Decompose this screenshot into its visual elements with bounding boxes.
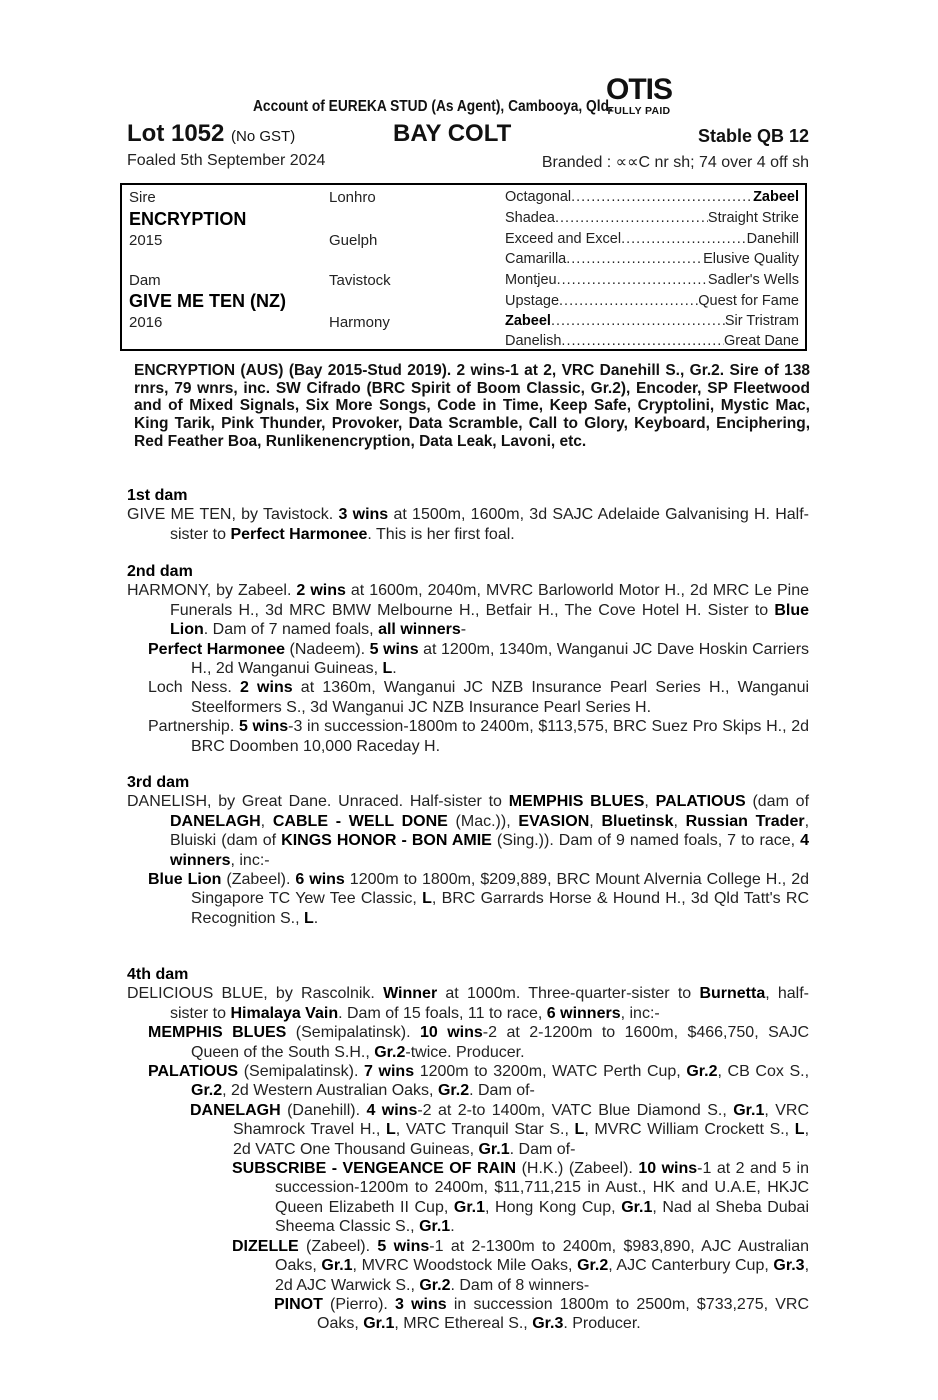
gen3-right: Great Dane — [724, 333, 799, 349]
leader-dots — [561, 333, 724, 349]
gen3-right: Quest for Fame — [698, 293, 799, 309]
gen3-left: Shadea — [505, 210, 555, 226]
gen3-left: Exceed and Excel — [505, 231, 622, 247]
progeny-paragraph: Perfect Harmonee (Nadeem). 5 wins at 1200m, 1340m, Wanganui JC Dave Hoskin Carriers H., 2d Wanganui Guineas, L. — [148, 640, 810, 678]
leader-dots — [559, 293, 698, 309]
pedigree-gen3-row — [505, 333, 799, 349]
sire-summary: ENCRYPTION (AUS) (Bay 2015-Stud 2019). 2 wins-1 at 2, VRC Danehill S., Gr.2. Sire of 138 rnrs, 79 wnrs, inc. SW Cifrado (BRC Spirit of Boom Classic, Gr.2), Encoder, SP Fleetwood and of Mixed Signals, Six More Songs, Code in Time, Keep Safe, Cryptolini, Mystic Mac, King Tarik, Pink Thunder, Provoker, Data Scramble, Call to Glory, Keyboard, Enciphering, Red Feather Boa, Runlikenencryption, Data Leak, Lavoni, etc. — [134, 362, 810, 450]
progeny-paragraph: PINOT (Pierro). 3 wins in succession 1800m to 2500m, $733,275, VRC Oaks, Gr.1, MRC Ethereal S., Gr.3. Producer. — [274, 1295, 810, 1333]
dam-paragraph: DELICIOUS BLUE, by Rascolnik. Winner at 1000m. Three-quarter-sister to Burnetta, half-sister to Himalaya Vain. Dam of 15 foals, 11 to race, 6 winners, inc:- — [127, 985, 810, 1022]
dam-section-heading: 4th dam — [127, 966, 189, 983]
gen3-left: Montjeu — [505, 272, 557, 288]
gen3-left: Octagonal — [505, 189, 572, 205]
sire-year: 2015 — [129, 232, 163, 249]
pedigree-gen3-row — [505, 251, 799, 267]
gen3-left: Danelish — [505, 333, 562, 349]
dam-label: Dam — [129, 272, 161, 289]
progeny-paragraph: MEMPHIS BLUES (Semipalatinsk). 10 wins-2 at 2-1200m to 1600m, $466,750, SAJC Queen of the South S.H., Gr.2-twice. Producer. — [148, 1024, 809, 1061]
dam-year: 2016 — [129, 314, 163, 331]
lot-label: Lot 1052 — [127, 120, 225, 147]
pedigree-gen3-row — [505, 210, 799, 226]
gst-note: (No GST) — [231, 128, 296, 145]
lot-title: BAY COLT — [393, 120, 512, 147]
gen3-right: Zabeel — [753, 189, 799, 205]
pedigree-gen3-row — [505, 293, 799, 309]
sire-dam: Guelph — [329, 232, 378, 249]
leader-dots — [621, 231, 747, 247]
gen3-left: Upstage — [505, 293, 560, 309]
lot-number — [127, 120, 295, 148]
sire-name: ENCRYPTION — [129, 209, 247, 229]
dam-section-heading: 1st dam — [127, 487, 188, 504]
otis-logo-word: OTIS — [605, 73, 672, 106]
leader-dots — [557, 272, 708, 288]
gen3-right: Elusive Quality — [703, 251, 799, 267]
dam-paragraph: HARMONY, by Zabeel. 2 wins at 1600m, 2040m, MVRC Barloworld Motor H., 2d MRC Le Pine Funerals H., 3d MRC BMW Melbourne H., Betfair H., The Cove Hotel H. Sister to Blue Lion. Dam of 7 named foals, all winners- — [127, 582, 810, 639]
gen3-right: Danehill — [746, 231, 799, 247]
leader-dots — [571, 189, 753, 205]
vendor-account: Account of EUREKA STUD (As Agent), Cambooya, Qld. — [253, 98, 613, 115]
gen3-left: Zabeel — [505, 313, 551, 329]
dam-section-4 — [127, 965, 809, 1334]
stable-location: Stable QB 12 — [697, 126, 809, 146]
dam-paragraph: GIVE ME TEN, by Tavistock. 3 wins at 1500m, 1600m, 3d SAJC Adelaide Galvanising H. Half-sister to Perfect Harmonee. This is her first foal. — [127, 506, 810, 543]
progeny-paragraph: SUBSCRIBE - VENGEANCE OF RAIN (H.K.) (Zabeel). 10 wins-1 at 2 and 5 in succession-1200m to 2400m, $11,711,215 in Aust., HK and U.A.E, HKJC Queen Elizabeth II Cup, Gr.1, Hong Kong Cup, Gr.1, Nad al Sheba Dubai Sheema Classic S., Gr.1. — [232, 1160, 809, 1236]
pedigree-gen3-row — [505, 272, 799, 288]
pedigree-gen3-row — [505, 313, 799, 329]
gen3-right: Sir Tristram — [724, 313, 799, 329]
dam-section-3 — [127, 773, 809, 928]
progeny-paragraph: DANELAGH (Danehill). 4 wins-2 at 2-to 1400m, VATC Blue Diamond S., Gr.1, VRC Shamrock Travel H., L, VATC Tranquil Star S., L, MVRC William Crockett S., L, 2d VATC One Thousand Guineas, Gr.1. Dam of- — [190, 1101, 810, 1158]
progeny-paragraph: Partnership. 5 wins-3 in succession-1800m to 2400m, $113,575, BRC Suez Pro Skips H., 2d BRC Doomben 10,000 Raceday H. — [148, 718, 810, 755]
progeny-paragraph: PALATIOUS (Semipalatinsk). 7 wins 1200m to 3200m, WATC Perth Cup, Gr.2, CB Cox S., Gr.2, 2d Western Australian Oaks, Gr.2. Dam of- — [148, 1063, 810, 1100]
gen3-left: Camarilla — [505, 251, 567, 267]
dam-section-2 — [127, 562, 809, 756]
dam-section-heading: 2nd dam — [127, 563, 193, 580]
leader-dots — [555, 210, 708, 226]
pedigree-gen3-row — [505, 189, 799, 205]
foaled-date: Foaled 5th September 2024 — [127, 152, 326, 169]
dam-sire: Tavistock — [329, 272, 391, 289]
pedigree-gen3-row — [505, 231, 799, 247]
sire-sire: Lonhro — [329, 189, 376, 206]
progeny-paragraph: DIZELLE (Zabeel). 5 wins-1 at 2-1300m to 2400m, $983,890, AJC Australian Oaks, Gr.1, MVRC Woodstock Mile Oaks, Gr.2, AJC Canterbury Cup, Gr.3, 2d AJC Warwick S., Gr.2. Dam of 8 winners- — [232, 1237, 810, 1294]
dam-section-heading: 3rd dam — [127, 774, 190, 791]
foaling-row — [127, 152, 809, 174]
pedigree-table — [120, 183, 807, 351]
dam-dam: Harmony — [329, 314, 390, 331]
progeny-paragraph: Loch Ness. 2 wins at 1360m, Wanganui JC NZB Insurance Pearl Series H., Wanganui Steelformers S., 3d Wanganui JC NZB Insurance Pearl Series H. — [148, 679, 810, 716]
dam-section-1 — [127, 486, 809, 544]
dam-name: GIVE ME TEN (NZ) — [129, 291, 286, 311]
dam-paragraph: DANELISH, by Great Dane. Unraced. Half-sister to MEMPHIS BLUES, PALATIOUS (dam of DANELAGH, CABLE - WELL DONE (Mac.)), EVASION, Bluetinsk, Russian Trader, Bluiski (dam of KINGS HONOR - BON AMIE (Sing.)). Dam of 9 named foals, 7 to race, 4 winners, inc:- — [127, 793, 810, 869]
leader-dots — [566, 251, 703, 267]
fully-paid-label: FULLY PAID — [607, 105, 671, 117]
gen3-right: Sadler's Wells — [707, 272, 799, 288]
brand-marks: Branded : ∝∝C nr sh; 74 over 4 off sh — [541, 154, 809, 171]
progeny-paragraph: Blue Lion (Zabeel). 6 wins 1200m to 1800m, $209,889, BRC Mount Alvernia College H., 2d Singapore TC Yew Tee Classic, L, BRC Garrards Horse & Hound H., 3d Qld Tatt's RC Recognition S., L. — [148, 871, 810, 927]
gen3-right: Straight Strike — [707, 210, 799, 226]
sire-label: Sire — [129, 189, 156, 206]
lot-header-row — [127, 120, 809, 152]
leader-dots — [551, 313, 725, 329]
